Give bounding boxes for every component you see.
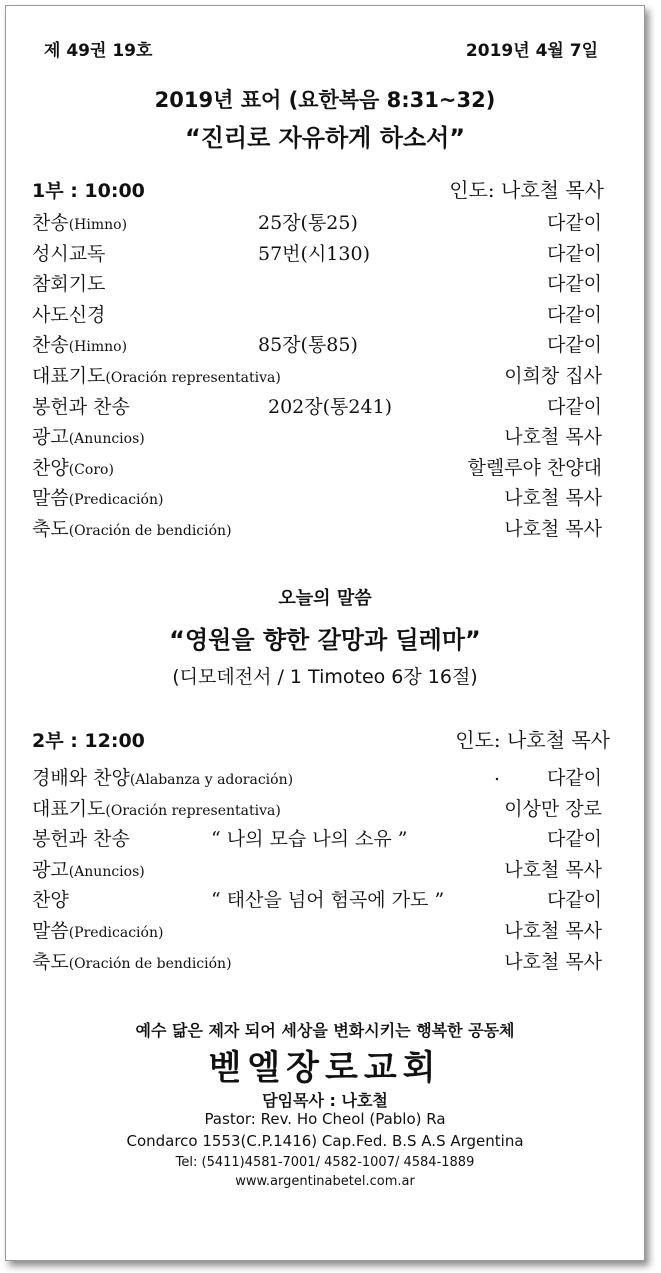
order-item-name: 광고: [32, 426, 69, 449]
order-item: [6, 453, 644, 483]
order-item: [6, 330, 644, 360]
order-item-name: 대표기도: [32, 797, 106, 820]
order-item: [6, 855, 644, 885]
church-telephone: Tel: (5411)4581-7001/ 4582-1007/ 4584-1889: [175, 1155, 475, 1170]
order-item-title: [32, 483, 163, 510]
order-item-detail: “ 태산을 넘어 험곡에 가도 ”: [211, 889, 445, 912]
order-item-person: 나호철 목사: [504, 858, 602, 881]
order-item-detail: 25장(통25): [258, 212, 358, 234]
order-item-title: [32, 855, 145, 882]
order-item-detail: 202장(통241): [268, 395, 393, 418]
order-item: [6, 824, 644, 854]
order-item-spanish: (Oración de bendición): [68, 955, 232, 972]
sermon-reference: (디모데전서 / 1 Timoteo 6장 16절): [172, 666, 478, 688]
order-item-person: 다같이: [546, 303, 602, 326]
order-item: [6, 422, 644, 452]
order-item: [6, 300, 644, 330]
order-item-title: [32, 330, 127, 357]
order-item-detail: .: [494, 763, 501, 785]
pastor-korean: 담임목사 : 나호철: [262, 1091, 388, 1110]
order-item-title: [32, 361, 281, 388]
service2-leader: 인도: 나호철 목사: [455, 728, 610, 752]
order-item: [6, 916, 644, 946]
order-item-detail: “ 나의 모습 나의 소유 ”: [211, 828, 408, 851]
order-item-name: 봉헌과 찬송: [32, 828, 130, 851]
order-item-title: [32, 794, 281, 821]
order-item-title: [32, 453, 114, 480]
bulletin-page: [5, 5, 645, 1261]
order-item: [6, 239, 644, 269]
order-item-person: 다같이: [546, 334, 602, 357]
order-item-spanish: (Oración representativa): [105, 802, 281, 819]
order-item-person: 다같이: [546, 242, 602, 265]
order-item-person: 나호철 목사: [504, 950, 602, 973]
order-item-person: 할렐루야 찬양대: [467, 456, 602, 479]
service2-heading: 2부 : 12:00: [32, 730, 145, 752]
order-item-name: 말씀: [32, 487, 69, 510]
order-item: [6, 514, 644, 544]
order-item-title: [32, 885, 69, 912]
order-item-name: 축도: [32, 950, 69, 973]
sermon-title: “영원을 향한 갈망과 딜레마”: [169, 626, 481, 654]
order-item-detail: 57번(시130): [258, 242, 370, 265]
order-item: [6, 483, 644, 513]
service1-heading: 1부 : 10:00: [32, 180, 145, 202]
order-item-name: 말씀: [32, 920, 69, 942]
motto-title: 2019년 표어 (요한복음 8:31~32): [154, 88, 496, 112]
order-item: [6, 794, 644, 824]
order-item-person: 이상만 장로: [504, 797, 602, 820]
order-item-person: 나호철 목사: [504, 518, 602, 540]
order-item-name: 참회기도: [32, 273, 106, 296]
order-item-person: 나호철 목사: [504, 487, 602, 510]
order-item-title: [32, 824, 130, 851]
order-item-person: 다같이: [546, 889, 602, 912]
order-item-person: 다같이: [546, 828, 602, 851]
pastor-english: Pastor: Rev. Ho Cheol (Pablo) Ra: [204, 1110, 446, 1128]
order-item: [6, 208, 644, 238]
order-item-title: [32, 208, 127, 235]
order-item-title: [32, 763, 293, 790]
order-item-name: 경배와 찬양: [32, 767, 130, 789]
service1-leader: 인도: 나호철 목사: [449, 178, 604, 202]
order-item-spanish: (Coro): [68, 461, 114, 478]
order-item-spanish: (Predicación): [68, 492, 164, 509]
order-item-name: 대표기도: [32, 365, 106, 387]
order-item: [6, 763, 644, 793]
order-item-title: [32, 300, 105, 327]
order-item-name: 찬양: [32, 889, 69, 912]
order-item-person: 나호철 목사: [504, 920, 602, 942]
order-item-title: [32, 239, 105, 266]
order-item-name: 찬송: [32, 212, 69, 234]
order-item-title: [32, 422, 145, 449]
order-item-detail: 85장(통85): [258, 334, 358, 357]
order-item-spanish: (Anuncios): [68, 863, 145, 880]
church-vision: 예수 닮은 제자 되어 세상을 변화시키는 행복한 공동체: [135, 1021, 515, 1040]
order-item-title: [32, 947, 232, 974]
order-item-person: 다같이: [546, 395, 602, 418]
order-item-spanish: (Oración representativa): [105, 370, 281, 386]
order-item-title: [32, 392, 130, 419]
order-item-spanish: (Alabanza y adoración): [129, 772, 294, 788]
order-item-title: [32, 916, 163, 943]
order-item-name: 봉헌과 찬송: [32, 395, 130, 418]
order-item-spanish: (Predicación): [68, 925, 164, 941]
order-item-name: 광고: [32, 858, 69, 881]
volume-number: 제 49권 19호: [44, 41, 153, 61]
bulletin-date: 2019년 4월 7일: [465, 41, 598, 61]
order-item-person: 다같이: [546, 273, 602, 296]
order-item-name: 성시교독: [32, 242, 106, 265]
church-website: www.argentinabetel.com.ar: [235, 1174, 415, 1189]
order-item-person: 이희창 집사: [504, 365, 602, 387]
order-item: [6, 885, 644, 915]
order-item-name: 축도: [32, 518, 69, 540]
order-item-person: 다같이: [546, 212, 602, 234]
order-item-name: 찬양: [32, 456, 69, 479]
order-item: [6, 392, 644, 422]
order-item-spanish: (Himno): [68, 217, 128, 233]
order-item: [6, 361, 644, 391]
order-item: [6, 269, 644, 299]
church-address: Condarco 1553(C.P.1416) Cap.Fed. B.S A.S Argentina: [126, 1132, 524, 1150]
sermon-label: 오늘의 말씀: [278, 588, 372, 609]
order-item-spanish: (Himno): [68, 339, 128, 356]
motto-text: “진리로 자유하게 하소서”: [184, 124, 466, 152]
order-item-name: 찬송: [32, 334, 69, 357]
order-item-spanish: (Oración de bendición): [68, 523, 232, 539]
order-item-person: 나호철 목사: [504, 426, 602, 449]
order-item-spanish: (Anuncios): [68, 431, 145, 448]
order-item-title: [32, 514, 232, 541]
order-item-name: 사도신경: [32, 303, 106, 326]
church-name: 벧엘장로교회: [208, 1048, 442, 1088]
order-item-title: [32, 269, 105, 296]
order-item-person: 다같이: [546, 767, 602, 789]
order-item: [6, 947, 644, 977]
